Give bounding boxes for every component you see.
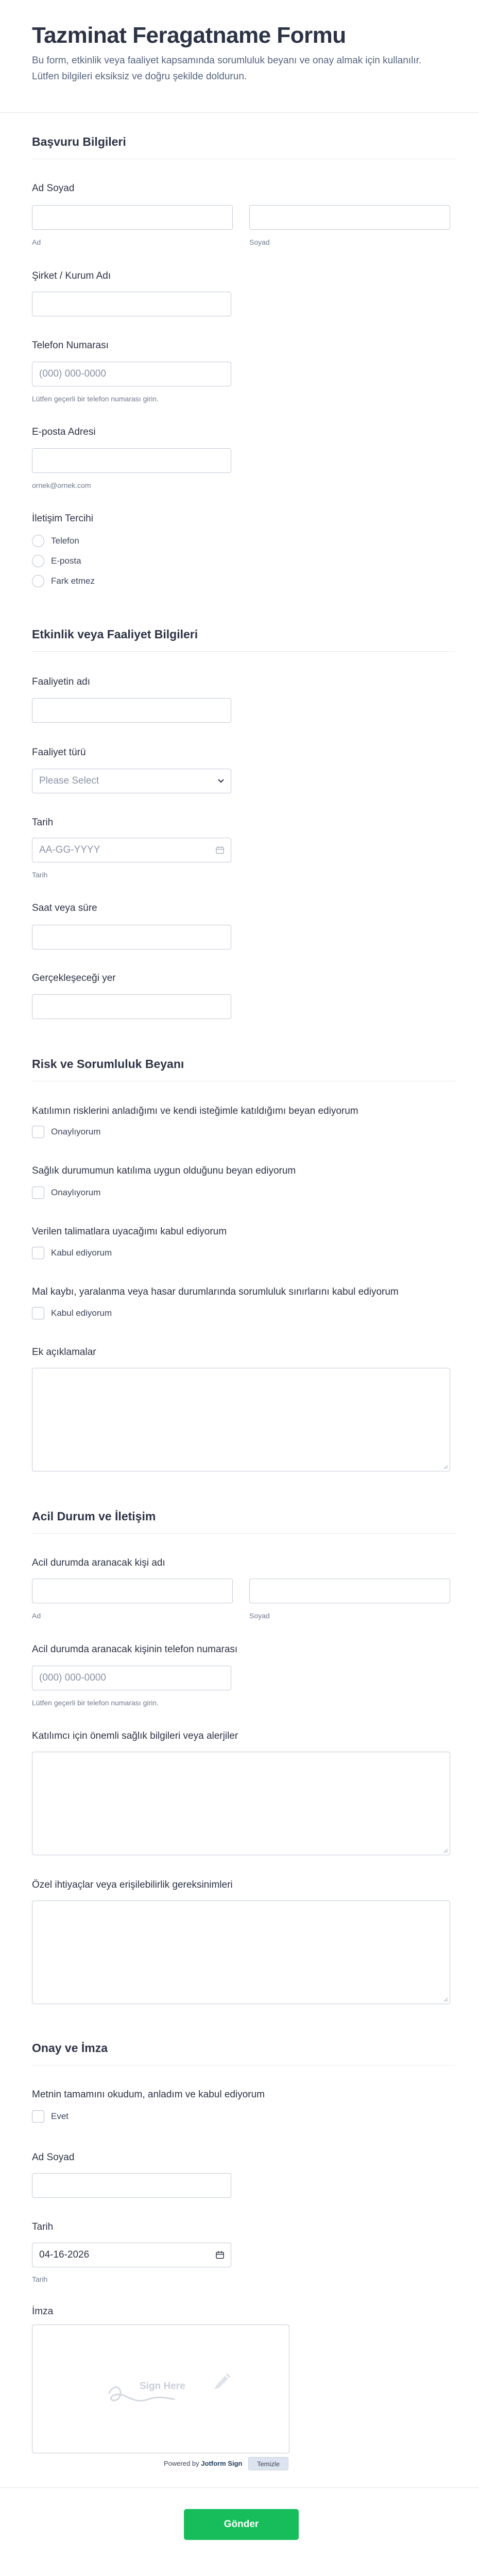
special-needs-textarea[interactable]: [32, 1901, 450, 2004]
activity-type-select[interactable]: [32, 769, 231, 793]
sign-date-label: Tarih: [32, 2222, 54, 2232]
sign-date-sublabel: Tarih: [32, 2275, 48, 2283]
risk-q3-checkbox-option[interactable]: [32, 1247, 112, 1259]
signature-label: İmza: [32, 2306, 54, 2317]
radio-button[interactable]: [32, 555, 44, 567]
powered-by-text: [164, 2460, 242, 2467]
phone-placeholder: (000) 000-0000: [39, 1672, 106, 1683]
signer-name-input[interactable]: [32, 2173, 231, 2198]
notes-label: Ek açıklamalar: [32, 1347, 96, 1358]
health-info-textarea[interactable]: [32, 1752, 450, 1855]
checkbox[interactable]: [32, 2110, 44, 2123]
checkbox-label: Kabul ediyorum: [51, 1308, 112, 1318]
radio-button[interactable]: [32, 535, 44, 547]
emergency-phone-hint: Lütfen geçerli bir telefon numarası girin.: [32, 1699, 159, 1707]
checkbox-label: Evet: [51, 2111, 69, 2121]
sign-date-value: 04-16-2026: [39, 2249, 90, 2260]
resize-handle-icon[interactable]: [443, 1464, 448, 1469]
contact-pref-label: İletişim Tercihi: [32, 513, 93, 524]
checkbox-label: Onaylıyorum: [51, 1188, 101, 1197]
radio-option-fark-etmez[interactable]: [32, 575, 95, 587]
checkbox[interactable]: [32, 1187, 44, 1199]
section-title-onay: Onay ve İmza: [32, 2041, 108, 2055]
risk-q1-checkbox-option[interactable]: [32, 1126, 100, 1138]
emergency-first-name-input[interactable]: [32, 1579, 233, 1603]
risk-q2-label: Sağlık durumumun katılıma uygun olduğunu beyan ediyorum: [32, 1165, 296, 1176]
checkbox[interactable]: [32, 1307, 44, 1319]
agree-label: Metnin tamamını okudum, anladım ve kabul ediyorum: [32, 2089, 265, 2100]
form-description: Bu form, etkinlik veya faaliyet kapsamında sorumluluk beyanı ve onay almak için kullanılır. Lütfen bilgileri eksiksiz ve doğru şekilde doldurun.: [32, 55, 422, 82]
checkbox[interactable]: [32, 1126, 44, 1138]
signature-hint: Sign Here: [140, 2381, 185, 2392]
company-label: Şirket / Kurum Adı: [32, 270, 111, 281]
resize-handle-icon[interactable]: [443, 1848, 448, 1853]
risk-q4-label: Mal kaybı, yaralanma veya hasar durumlarında sorumluluk sınırlarını kabul ediyorum: [32, 1286, 399, 1297]
company-input[interactable]: [32, 292, 231, 316]
health-info-label: Katılımcı için önemli sağlık bilgileri veya alerjiler: [32, 1731, 238, 1741]
time-input[interactable]: [32, 925, 231, 950]
section-title-risk: Risk ve Sorumluluk Beyanı: [32, 1057, 184, 1071]
risk-q3-label: Verilen talimatlara uyacağımı kabul ediyorum: [32, 1226, 227, 1237]
radio-button[interactable]: [32, 575, 44, 587]
signer-name-label: Ad Soyad: [32, 2152, 75, 2163]
checkbox-label: Onaylıyorum: [51, 1127, 101, 1137]
notes-textarea[interactable]: [32, 1368, 450, 1471]
date-label: Tarih: [32, 817, 54, 828]
email-label: E-posta Adresi: [32, 427, 96, 437]
section-divider: [32, 1533, 455, 1534]
calendar-icon[interactable]: [215, 845, 225, 855]
emergency-name-label: Acil durumda aranacak kişi adı: [32, 1557, 165, 1568]
powered-brand[interactable]: Jotform Sign: [201, 2460, 243, 2467]
full-name-label: Ad Soyad: [32, 183, 75, 194]
risk-q1-label: Katılımın risklerini anladığımı ve kendi isteğimle katıldığımı beyan ediyorum: [32, 1106, 358, 1116]
checkbox-label: Kabul ediyorum: [51, 1248, 112, 1258]
email-hint: ornek@ornek.com: [32, 481, 91, 489]
section-title-acil: Acil Durum ve İletişim: [32, 1510, 156, 1523]
emergency-last-name-input[interactable]: [249, 1579, 450, 1603]
footer-divider: [0, 2487, 479, 2488]
radio-option-telefon[interactable]: [32, 535, 79, 547]
chevron-down-icon: [217, 778, 225, 784]
activity-name-input[interactable]: [32, 698, 231, 723]
form-title: Tazminat Feragatname Formu: [32, 23, 346, 48]
risk-q2-checkbox-option[interactable]: [32, 1187, 100, 1199]
header-divider: [0, 112, 479, 113]
section-divider: [32, 651, 455, 652]
emergency-last-sublabel: Soyad: [249, 1612, 270, 1620]
phone-placeholder: (000) 000-0000: [39, 368, 106, 379]
date-placeholder: AA-GG-YYYY: [39, 844, 100, 855]
checkbox[interactable]: [32, 1247, 44, 1259]
signature-pad[interactable]: [32, 2325, 289, 2453]
activity-name-label: Faaliyetin adı: [32, 676, 91, 687]
risk-q4-checkbox-option[interactable]: [32, 1307, 112, 1319]
phone-hint: Lütfen geçerli bir telefon numarası girin.: [32, 395, 159, 403]
last-name-input[interactable]: [249, 205, 450, 230]
section-title-etkinlik: Etkinlik veya Faaliyet Bilgileri: [32, 628, 198, 641]
first-name-sublabel: Ad: [32, 238, 41, 246]
submit-button[interactable]: Gönder: [184, 2509, 299, 2540]
phone-label: Telefon Numarası: [32, 340, 109, 351]
radio-label: Telefon: [51, 536, 79, 546]
activity-type-label: Faaliyet türü: [32, 747, 86, 758]
calendar-icon[interactable]: [215, 2250, 225, 2260]
last-name-sublabel: Soyad: [249, 238, 270, 246]
location-input[interactable]: [32, 994, 231, 1019]
special-needs-label: Özel ihtiyaçlar veya erişilebilirlik gereksinimleri: [32, 1879, 233, 1890]
radio-option-eposta[interactable]: [32, 555, 81, 567]
emergency-phone-label: Acil durumda aranacak kişinin telefon numarası: [32, 1644, 238, 1655]
agree-checkbox-option[interactable]: [32, 2110, 69, 2123]
signature-scribble-icon: [107, 2377, 226, 2408]
section-title-basvuru: Başvuru Bilgileri: [32, 135, 126, 148]
first-name-input[interactable]: [32, 205, 233, 230]
radio-label: E-posta: [51, 556, 81, 566]
resize-handle-icon[interactable]: [443, 1997, 448, 2002]
location-label: Gerçekleşeceği yer: [32, 973, 116, 984]
date-sublabel: Tarih: [32, 871, 48, 879]
email-input[interactable]: [32, 448, 231, 473]
phone-input[interactable]: [32, 362, 231, 386]
powered-prefix: Powered by: [164, 2460, 199, 2467]
emergency-first-sublabel: Ad: [32, 1612, 41, 1620]
radio-label: Fark etmez: [51, 576, 95, 586]
date-input[interactable]: [32, 838, 231, 862]
pen-icon: [212, 2370, 232, 2391]
clear-signature-button[interactable]: Temizle: [248, 2457, 288, 2470]
time-label: Saat veya süre: [32, 903, 97, 913]
select-placeholder: Please Select: [39, 775, 99, 786]
emergency-phone-input[interactable]: [32, 1666, 231, 1690]
sign-date-input[interactable]: [32, 2243, 231, 2267]
